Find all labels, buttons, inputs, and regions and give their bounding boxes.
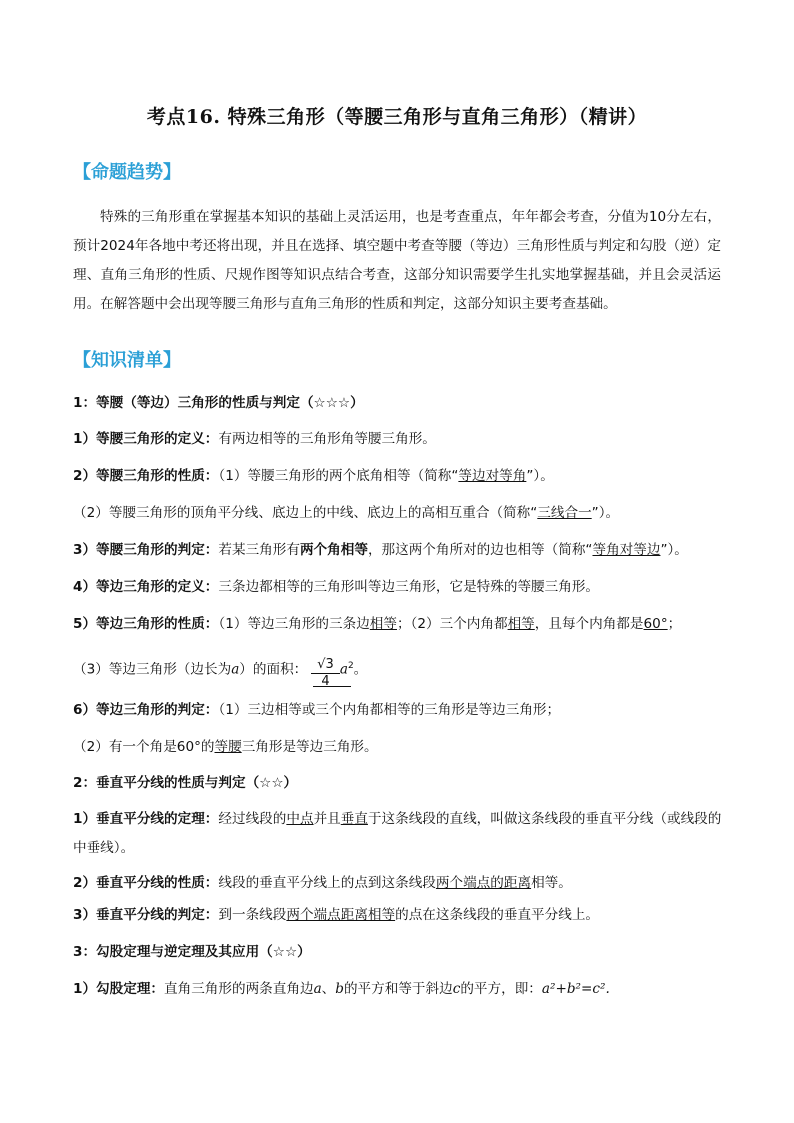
s3-item1-var-b: b (335, 981, 344, 997)
s2-item2-text: 线段的垂直平分线上的点到这条线段 (218, 875, 436, 891)
s1-item1-text: 有两边相等的三角形角等腰三角形。 (218, 431, 436, 447)
s1-item2-cont-end: ”）。 (591, 505, 620, 521)
s1-item2-cont-underline: 三线合一 (537, 505, 592, 521)
s1-item3-bold: 两个角相等 (299, 542, 368, 558)
s1-item5-cont-sup: 2 (347, 661, 354, 671)
s1-item5-cont-text2: ）的面积： (239, 661, 308, 678)
s1-item5-text: （1）等边三角形的三条边 (218, 616, 370, 632)
s1-item5-cont-var: a (231, 661, 240, 678)
s1-item6-label: 6）等边三角形的判定： (73, 702, 219, 718)
s1-item5-end: ； (667, 616, 682, 632)
trend-heading: 【命题趋势】 (73, 162, 181, 183)
s1-item5-text2: ；（2）三个内角都 (396, 616, 508, 632)
s1-item1 (73, 428, 723, 450)
section2-heading: 2：垂直平分线的性质与判定（☆☆） (73, 775, 298, 791)
s1-item5-cont-text: （3）等边三角形（边长为 (73, 661, 232, 678)
s2-item1-underline1: 中点 (286, 811, 314, 827)
s2-item1-underline2: 垂直 (340, 811, 368, 827)
s1-item6-cont-underline: 等腰 (214, 739, 242, 755)
s2-item1-text: 经过线段的 (218, 811, 287, 827)
s1-item3-text2: ，那这两个角所对的边也相等（简称“ (367, 542, 593, 558)
s1-item2-underline: 等边对等角 (458, 468, 527, 484)
s1-item5-underline1: 相等 (369, 616, 397, 632)
s1-item5-underline3: 60° (643, 616, 668, 632)
s1-item2 (73, 465, 723, 487)
s1-item2-end: ”）。 (526, 468, 554, 484)
page-title: 考点16. 特殊三角形（等腰三角形与直角三角形）（精讲） (146, 106, 648, 128)
s1-item5-label: 5）等边三角形的性质： (73, 616, 219, 632)
s1-item3-end: ”）。 (660, 542, 688, 558)
fraction-underline (313, 686, 351, 687)
s2-item1-label: 1）垂直平分线的定理： (73, 811, 219, 827)
s3-item1-sep: 、 (321, 981, 336, 997)
s2-item2-label: 2）垂直平分线的性质： (73, 875, 219, 891)
s1-item3-label: 3）等腰三角形的判定： (73, 542, 219, 558)
s2-item3-underline: 两个端点距离相等 (286, 907, 396, 923)
knowledge-heading: 【知识清单】 (73, 350, 181, 371)
s2-item3 (73, 904, 723, 926)
s1-item3-underline: 等角对等边 (592, 542, 661, 558)
trend-paragraph: 特殊的三角形重在掌握基本知识的基础上灵活运用，也是考查重点，年年都会考查，分值为10分左右，预计2024年各地中考还将出现，并且在选择、填空题中考查等腰（等边）三角形性质与判定和勾股（逆）定理、直角三角形的性质、尺规作图等知识点结合考查，这部分知识需要学生扎实地掌握基础，并且会灵活运用。在解答题中会出现等腰三角形与直角三角形的性质和判定，这部分知识主要考查基础。 (73, 209, 721, 312)
s1-item5-underline2: 相等 (507, 616, 535, 632)
section1-heading: 1：等腰（等边）三角形的性质与判定（☆☆☆） (73, 395, 364, 411)
s3-item1-var-c: c (452, 981, 461, 997)
s2-item2 (73, 872, 723, 894)
s3-item1-text2: 的平方和等于斜边 (343, 981, 453, 997)
s3-item1-text3: 的平方，即： (460, 981, 542, 997)
s3-item1 (73, 978, 723, 1000)
s1-item2-cont-text: （2）等腰三角形的顶角平分线、底边上的中线、底边上的高相互重合（简称“ (73, 505, 538, 521)
s3-item1-label: 1）勾股定理： (73, 981, 165, 997)
s3-item1-var-a: a (313, 981, 322, 997)
s2-item3-label: 3）垂直平分线的判定： (73, 907, 219, 923)
s1-item5-text3: ，且每个内角都是 (534, 616, 644, 632)
s1-item5 (73, 613, 723, 635)
s1-item4-text: 三条边都相等的三角形叫等边三角形，它是特殊的等腰三角形。 (218, 579, 600, 595)
s2-item1 (73, 805, 723, 863)
s2-item2-underline: 两个端点的距离 (435, 875, 532, 891)
s1-item2-cont (73, 502, 723, 524)
fraction-numerator: √3 (317, 657, 334, 673)
s2-item3-text: 到一条线段 (218, 907, 287, 923)
pythagorean-formula: a²+b²=c². (541, 981, 610, 997)
s1-item3-text: 若某三角形有 (218, 542, 300, 558)
s1-item1-label: 1）等腰三角形的定义： (73, 431, 219, 447)
s1-item5-cont (73, 652, 723, 690)
fraction-denominator: 4 (321, 674, 330, 690)
s2-item3-end: 的点在这条线段的垂直平分线上。 (395, 907, 600, 923)
s2-item1-text3: 于这条线段的直线，叫做这条线段的垂直平分线（或线段的中垂线）。 (73, 811, 722, 856)
s1-item5-cont-end: 。 (353, 661, 368, 678)
s1-item4-label: 4）等边三角形的定义： (73, 579, 219, 595)
s1-item6-cont (73, 736, 723, 758)
s1-item4 (73, 576, 723, 598)
s2-item1-text2: 并且 (313, 811, 341, 827)
s1-item6 (73, 699, 723, 721)
s1-item2-label: 2）等腰三角形的性质： (73, 468, 219, 484)
s1-item3 (73, 539, 723, 561)
s1-item6-text: （1）三边相等或三个内角都相等的三角形是等边三角形； (218, 702, 561, 718)
section3-heading: 3：勾股定理与逆定理及其应用（☆☆） (73, 944, 311, 960)
s1-item2-text: （1）等腰三角形的两个底角相等（简称“ (218, 468, 459, 484)
s1-item5-cont-var2: a (339, 661, 348, 678)
s1-item6-cont-text: （2）有一个角是60°的 (73, 739, 215, 755)
s2-item2-end: 相等。 (531, 875, 572, 891)
s1-item6-cont-end: 三角形是等边三角形。 (241, 739, 378, 755)
s3-item1-text: 直角三角形的两条直角边 (164, 981, 314, 997)
